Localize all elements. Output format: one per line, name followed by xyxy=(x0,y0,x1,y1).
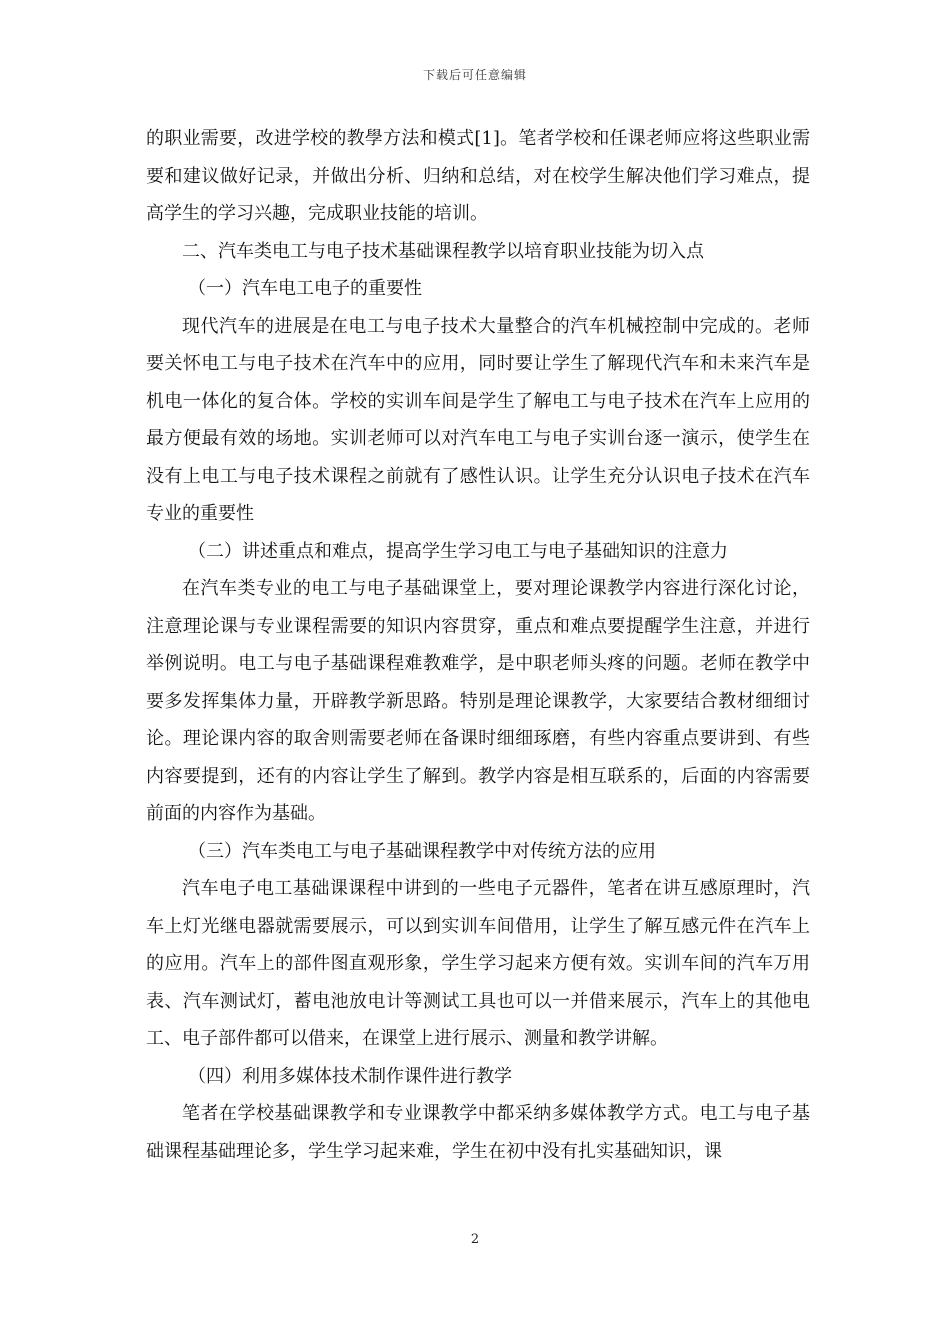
subsection-heading-4: （四）利用多媒体技术制作课件进行教学 xyxy=(188,1065,512,1087)
paragraph-continuation: 的职业需要，改进学校的教學方法和模式[1]。笔者学校和任课老师应将这些职业需要和建议做好记录，并做出分析、归纳和总结，对在校学生解决他们学习难点，提高学生的学习兴趣，完成职业技能的培训。 xyxy=(146,128,810,224)
subsection-heading-1: （一）汽车电工电子的重要性 xyxy=(188,278,422,299)
subsection-heading-3: （三）汽车类电工与电子基础课程教学中对传统方法的应用 xyxy=(188,840,656,862)
document-body xyxy=(146,120,810,1170)
section-heading-2: 二、汽车类电工与电子技术基础课程教学以培育职业技能为切入点 xyxy=(182,240,704,262)
page-header: 下载后可任意编辑 xyxy=(422,68,527,82)
paragraph-key-points: 在汽车类专业的电工与电子基础课堂上，要对理论课教学内容进行深化讨论，注意理论课与专业课程需要的知识内容贯穿，重点和难点要提醒学生注意，并进行举例说明。电工与电子基础课程难教难学，是中职老师头疼的问题。老师在教学中要多发挥集体力量，开辟教学新思路。特别是理论课教学，大家要结合教材细细讨论。理论课内容的取舍则需要老师在备课时细细琢磨，有些内容重点要讲到、有些内容要提到，还有的内容让学生了解到。教学内容是相互联系的，后面的内容需要前面的内容作为基础。 xyxy=(146,578,810,824)
page-number: 2 xyxy=(470,1232,480,1247)
subsection-heading-2: （二）讲述重点和难点，提高学生学习电工与电子基础知识的注意力 xyxy=(188,540,728,562)
paragraph-multimedia: 笔者在学校基础课教学和专业课教学中都采纳多媒体教学方式。电工与电子基础课程基础理论多，学生学习起来难，学生在初中没有扎实基础知识，课 xyxy=(146,1103,810,1162)
paragraph-traditional-methods: 汽车电子电工基础课课程中讲到的一些电子元器件，笔者在讲互感原理时，汽车上灯光继电器就需要展示，可以到实训车间借用，让学生了解互感元件在汽车上的应用。汽车上的部件图直观形象，学生学习起来方便有效。实训车间的汽车万用表、汽车测试灯，蓄电池放电计等测试工具也可以一并借来展示，汽车上的其他电工、电子部件都可以借来，在课堂上进行展示、测量和教学讲解。 xyxy=(146,878,810,1049)
paragraph-importance: 现代汽车的进展是在电工与电子技术大量整合的汽车机械控制中完成的。老师要关怀电工与电子技术在汽车中的应用，同时要让学生了解现代汽车和未来汽车是机电一体化的复合体。学校的实训车间是学生了解电工与电子技术在汽车上应用的最方便最有效的场地。实训老师可以对汽车电工与电子实训台逐一演示，使学生在没有上电工与电子技术课程之前就有了感性认识。让学生充分认识电子技术在汽车专业的重要性 xyxy=(146,315,810,524)
